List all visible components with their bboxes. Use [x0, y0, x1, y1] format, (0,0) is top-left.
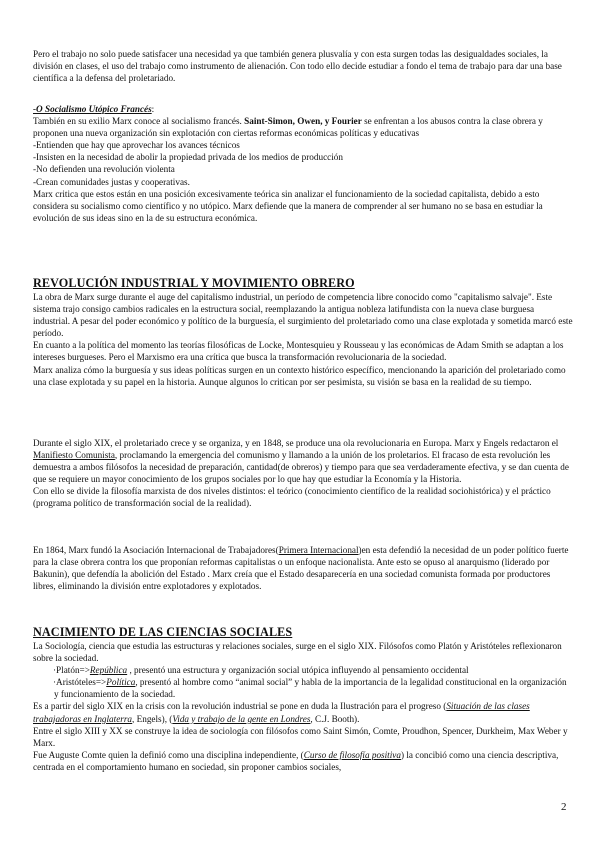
intro-text: Pero el trabajo no solo puede satisfacer una necesidad ya que también genera plusvalía y con esta surgen todas las desigualdades sociales, la división en clases, el uso del trabajo como instrumento de alienación. Con todo ello decide estudiar a fondo el tema de trabajo para dar una base científica a la defensa del proletariado.	[33, 49, 562, 84]
revolucion-paragraph-5: Con ello se divide la filosofía marxista de dos niveles distintos: el teórico (conocimiento científico de la realidad sociohistórica) y el práctico (programa político de transformación social de la realidad).	[33, 486, 551, 509]
platon-label: ·Platón=>	[53, 665, 90, 676]
curso-filosofia-link[interactable]: Curso de filosofía positiva	[303, 749, 401, 760]
socialismo-authors: Saint-Simon, Owen, y Fourier	[244, 116, 362, 127]
vida-trabajo-link[interactable]: Vida y trabajo de la gente en Londres	[172, 713, 311, 724]
revolucion-paragraph-4	[33, 437, 573, 485]
revolucion-block-3	[33, 544, 573, 592]
socialismo-p1-b: se enfrentan a los abusos contra la clase obrera y proponen una nueva organización sin explotación con ciertas reformas económicas políticas y educativas	[33, 116, 543, 139]
revolucion-paragraph-1: La obra de Marx surge durante el auge del capitalismo industrial, un período de competencia libre conocido como "capitalismo salvaje". Este sistema trajo consigo cambios radicales en la estructura social, reemplazando la antigua nobleza latifundista con la nueva clase burguesa industrial. A pesar del poder económico y político de la burguesía, el surgimiento del proletariado como una clase explotada y sometida marcó este período.	[33, 292, 573, 339]
revolucion-p6-b: )en esta defendió la necesidad de un poder político fuerte para la clase obrera contra los que proponían reformas capitalistas o un enfoque nacionalista. Ante esto se opuso al anarquismo (liderado por Bakunin), que defendía la abolición del Estado . Marx creía que el Estado desaparecería en una sociedad comunista formada por productores libres, eliminando la división entre explotadores y explotados.	[33, 545, 569, 592]
nacimiento-paragraph-2	[33, 700, 573, 724]
nacimiento-p4-a: Fue Auguste Comte quien la definió como una disciplina independiente, (	[33, 749, 304, 760]
revolucion-p4-a: Durante el siglo XIX, el proletariado crece y se organiza, y en 1848, se produce una ola revolucionaria en Europa. Marx y Engels redactaron el	[33, 438, 559, 448]
aristoteles-item	[33, 676, 573, 700]
republica-link[interactable]: República	[89, 665, 128, 676]
socialismo-p1-a: También en su exilio Marx conoce al socialismo francés.	[33, 116, 245, 127]
list-item: -Insisten en la necesidad de abolir la propiedad privada de los medios de producción	[33, 152, 343, 163]
aristoteles-label: ·Aristóteles=>	[53, 677, 107, 688]
nacimiento-p4-b: ) la concibió como una ciencia descriptiva, centrada en el comportamiento humano en sociedad, sin proponer cambios sociales,	[33, 749, 559, 772]
nacimiento-paragraph-1: La Sociología, ciencia que estudia las estructuras y relaciones sociales, surge en el siglo XIX. Filósofos como Platón y Aristóteles reflexionaron sobre la sociedad.	[33, 641, 562, 664]
manifiesto-comunista-link[interactable]: Manifiesto Comunista	[33, 450, 115, 461]
socialismo-title: -O Socialismo Utópico Francés	[33, 104, 152, 114]
nacimiento-p2-a: Es a partir del siglo XIX en la crisis con la revolución industrial se pone en duda la Ilustración para el progreso (	[33, 701, 447, 712]
socialismo-title-line	[33, 103, 573, 115]
socialismo-intro-paragraph	[33, 115, 573, 139]
revolucion-paragraph-2: En cuanto a la política del momento las teorías filosóficas de Locke, Montesquieu y Rousseau y las económicas de Adam Smith se adaptan a los intereses burgueses. Pero el Marxismo era una crítica que busca la transformación revolucionaria de la sociedad.	[33, 340, 564, 363]
socialismo-section	[33, 103, 573, 224]
socialismo-critique-paragraph: Marx critica que estos están en una posición excesivamente teórica sin analizar el funcionamiento de la sociedad capitalista, debido a esto considera su socialismo como científico y no utópico. Marx defiende que la manera de comprender al ser humano no se basa en estudiar la evolución de sus ideas sino en la de su estructura económica.	[33, 188, 543, 223]
revolucion-paragraph-3: Marx analiza cómo la burguesía y sus ideas políticas surgen en un contexto histórico específico, mencionando la aparición del proletariado como una clase explotada y su papel en la historia. Aunque algunos lo critican por ser pesimista, su visión se basa en la realidad de su tiempo.	[33, 364, 566, 387]
platon-desc: , presentó una estructura y organización social utópica influyendo al pensamiento occidental	[127, 665, 469, 676]
situacion-clases-link[interactable]: Situación de las clases trabajadoras en Inglaterra	[33, 701, 530, 724]
list-item: -No defienden una revolución violenta	[33, 164, 175, 175]
revolucion-heading: REVOLUCIÓN INDUSTRIAL Y MOVIMIENTO OBRERO	[33, 276, 355, 290]
revolucion-block-2	[33, 437, 573, 510]
nacimiento-paragraph-4	[33, 749, 573, 773]
nacimiento-p2-b: , C.J. Booth).	[310, 713, 360, 724]
revolucion-block-1	[33, 291, 573, 388]
page-number: 2	[561, 801, 567, 813]
nacimiento-paragraph-3: Entre el siglo XIII y XX se construye la idea de sociología con filósofos como Saint Simón, Comte, Proudhon, Spencer, Durkheim, Max Weber y Marx.	[33, 725, 568, 748]
aristoteles-desc: , presentó al hombre como “animal social” y habla de la importancia de la legalidad constitucional en la organización y funcionamiento de la sociedad.	[54, 677, 567, 700]
nacimiento-heading: NACIMIENTO DE LAS CIENCIAS SOCIALES	[33, 625, 293, 639]
revolucion-paragraph-6	[33, 544, 573, 592]
revolucion-p4-b: , proclamando la emergencia del comunismo y llamando a la unión de los proletarios. El fracaso de esta revolución les demuestra a ambos filósofos la necesidad de preparación, cantidad(de obreros) y tiempo para que sea verdaderamente efectiva, y se dan cuenta de que se requiere un mayor conocimiento de los grupos sociales por lo que hay que estudiar la Economía y la Historia.	[33, 450, 569, 485]
platon-item	[33, 664, 573, 676]
socialismo-title-suffix: :	[151, 104, 155, 114]
politica-link[interactable]: Política	[106, 677, 136, 688]
nacimiento-section	[33, 640, 573, 773]
nacimiento-p2-mid: , Engels), (	[132, 713, 173, 724]
primera-internacional-link[interactable]: Primera Internacional	[278, 545, 359, 555]
intro-paragraph	[33, 48, 573, 84]
list-item: -Entienden que hay que aprovechar los avances técnicos	[33, 140, 240, 151]
list-item: -Crean comunidades justas y cooperativas.	[33, 176, 190, 187]
revolucion-p6-a: En 1864, Marx fundó la Asociación Internacional de Trabajadores(	[33, 545, 279, 555]
